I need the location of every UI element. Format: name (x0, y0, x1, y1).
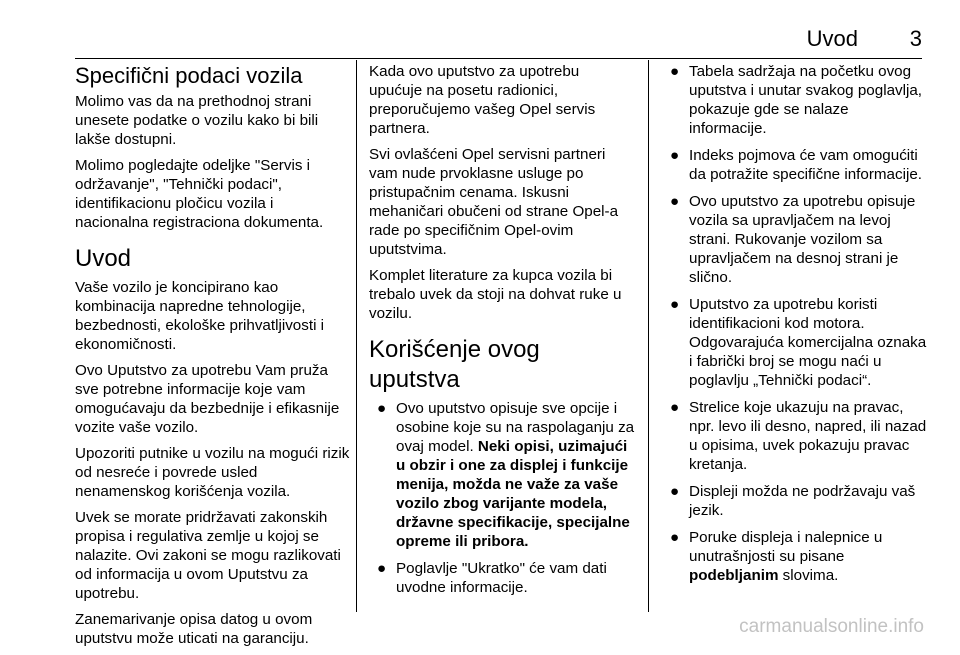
watermark: carmanualsonline.info (739, 616, 924, 637)
column-left (75, 62, 351, 655)
section-title: Uvod (806, 26, 858, 51)
list-item (369, 399, 635, 551)
list-item-text: Ovo uputstvo opisuje sve opcije i osobine koje su na raspolaganju za ovaj model. (396, 400, 635, 455)
bullet-icon: ● (670, 147, 680, 164)
paragraph: Komplet literature za kupca vozila bi trebalo uvek da stoji na dohvat ruke u vozilu. (369, 267, 622, 322)
paragraph: Molimo pogledajte odeljke "Servis i održavanje", "Tehnički podaci", identifikacionu pločicu vozila i nacionalna registraciona dokumenta. (75, 157, 324, 231)
paragraph: Molimo vas da na prethodnoj strani unesete podatke o vozilu kako bi bili lakše dostupni. (75, 93, 319, 148)
list-item (665, 62, 927, 138)
paragraph: Ovo Uputstvo za upotrebu Vam pruža sve potrebne informacije koje vam omogućavaju da bezbednije i efikasnije vozite vaše vozilo. (75, 362, 340, 436)
list-item (369, 559, 635, 597)
list-item (665, 528, 927, 585)
bullet-icon: ● (377, 560, 387, 577)
page-header (75, 26, 922, 54)
column-middle (369, 62, 635, 605)
list-item-text: Ovo uputstvo za upotrebu opisuje vozila sa upravljačem na levoj strani. Rukovanje vozilom sa upravljačem na desnoj strani je slično. (689, 193, 916, 286)
bullet-icon: ● (670, 483, 680, 500)
paragraph: Vaše vozilo je koncipirano kao kombinacija napredne tehnologije, bezbednosti, ekološke prihvatljivosti i ekonomičnosti. (75, 279, 325, 353)
column-divider-2 (648, 60, 649, 612)
list-item-text: Indeks pojmova će vam omogućiti da potražite specifične informacije. (689, 147, 922, 183)
paragraph: Kada ovo uputstvo za upotrebu upućuje na posetu radionici, preporučujemo vašeg Opel servis partnera. (369, 63, 596, 137)
list-item (665, 398, 927, 474)
bullet-icon: ● (670, 193, 680, 210)
list-item (665, 482, 927, 520)
list-item-text: Poruke displeja i nalepnice u unutrašnjosti su pisane (689, 529, 883, 565)
list-item-text: Uputstvo za upotrebu koristi identifikacioni kod motora. Odgovarajuća komercijalna oznaka i fabrički broj se mogu naći u poglavlju „Tehnički podaci“. (689, 296, 927, 389)
list-item (665, 295, 927, 390)
list-item-text: slovima. (778, 567, 839, 584)
bullet-icon: ● (670, 63, 680, 80)
column-right (665, 62, 927, 593)
bullet-icon: ● (670, 399, 680, 416)
list-item-bold-text: podebljanim (689, 567, 779, 584)
heading-using-manual: Korišćenje ovog uputstva (369, 336, 540, 393)
paragraph: Zanemarivanje opisa datog u ovom uputstvu može uticati na garanciju. (75, 611, 313, 647)
paragraph: Upozoriti putnike u vozilu na mogući rizik od nesreće i povrede usled nenamenskog korišćenja vozila. (75, 445, 350, 500)
bullet-icon: ● (670, 529, 680, 546)
heading-vehicle-data: Specifični podaci vozila (75, 63, 303, 88)
heading-introduction: Uvod (75, 245, 132, 272)
bullet-list (369, 399, 635, 597)
paragraph: Svi ovlašćeni Opel servisni partneri vam nude prvoklasne usluge po pristupačnim cenama. Iskusni mehaničari obučeni od strane Opel-a rade po specifičnim Opel-ovim uputstvima. (369, 146, 619, 258)
list-item (665, 146, 927, 184)
list-item (665, 192, 927, 287)
list-item-bold-text: Neki opisi, uzimajući u obzir i one za displej i funkcije menija, možda ne važe za vaše vozilo zbog varijante modela, državne specifikacije, specijalne opreme ili pribora. (396, 438, 630, 550)
list-item-text: Strelice koje ukazuju na pravac, npr. levo ili desno, napred, ili nazad u opisima, uvek pokazuju pravac kretanja. (689, 399, 927, 473)
list-item-text: Tabela sadržaja na početku ovog uputstva i unutar svakog poglavlja, pokazuje gde se nalaze informacije. (689, 63, 923, 137)
list-item-text: Poglavlje "Ukratko" će vam dati uvodne informacije. (396, 560, 607, 596)
header-rule (75, 58, 922, 59)
list-item-text: Displeji možda ne podržavaju vaš jezik. (689, 483, 916, 519)
column-divider-1 (356, 60, 357, 612)
bullet-icon: ● (670, 296, 680, 313)
bullet-icon: ● (377, 400, 387, 417)
paragraph: Uvek se morate pridržavati zakonskih propisa i regulativa zemlje u kojoj se nalazite. Ovi zakoni se mogu razlikovati od informacija u ovom Uputstvu za upotrebu. (75, 509, 341, 602)
bullet-list (665, 62, 927, 585)
page-number: 3 (909, 26, 922, 51)
